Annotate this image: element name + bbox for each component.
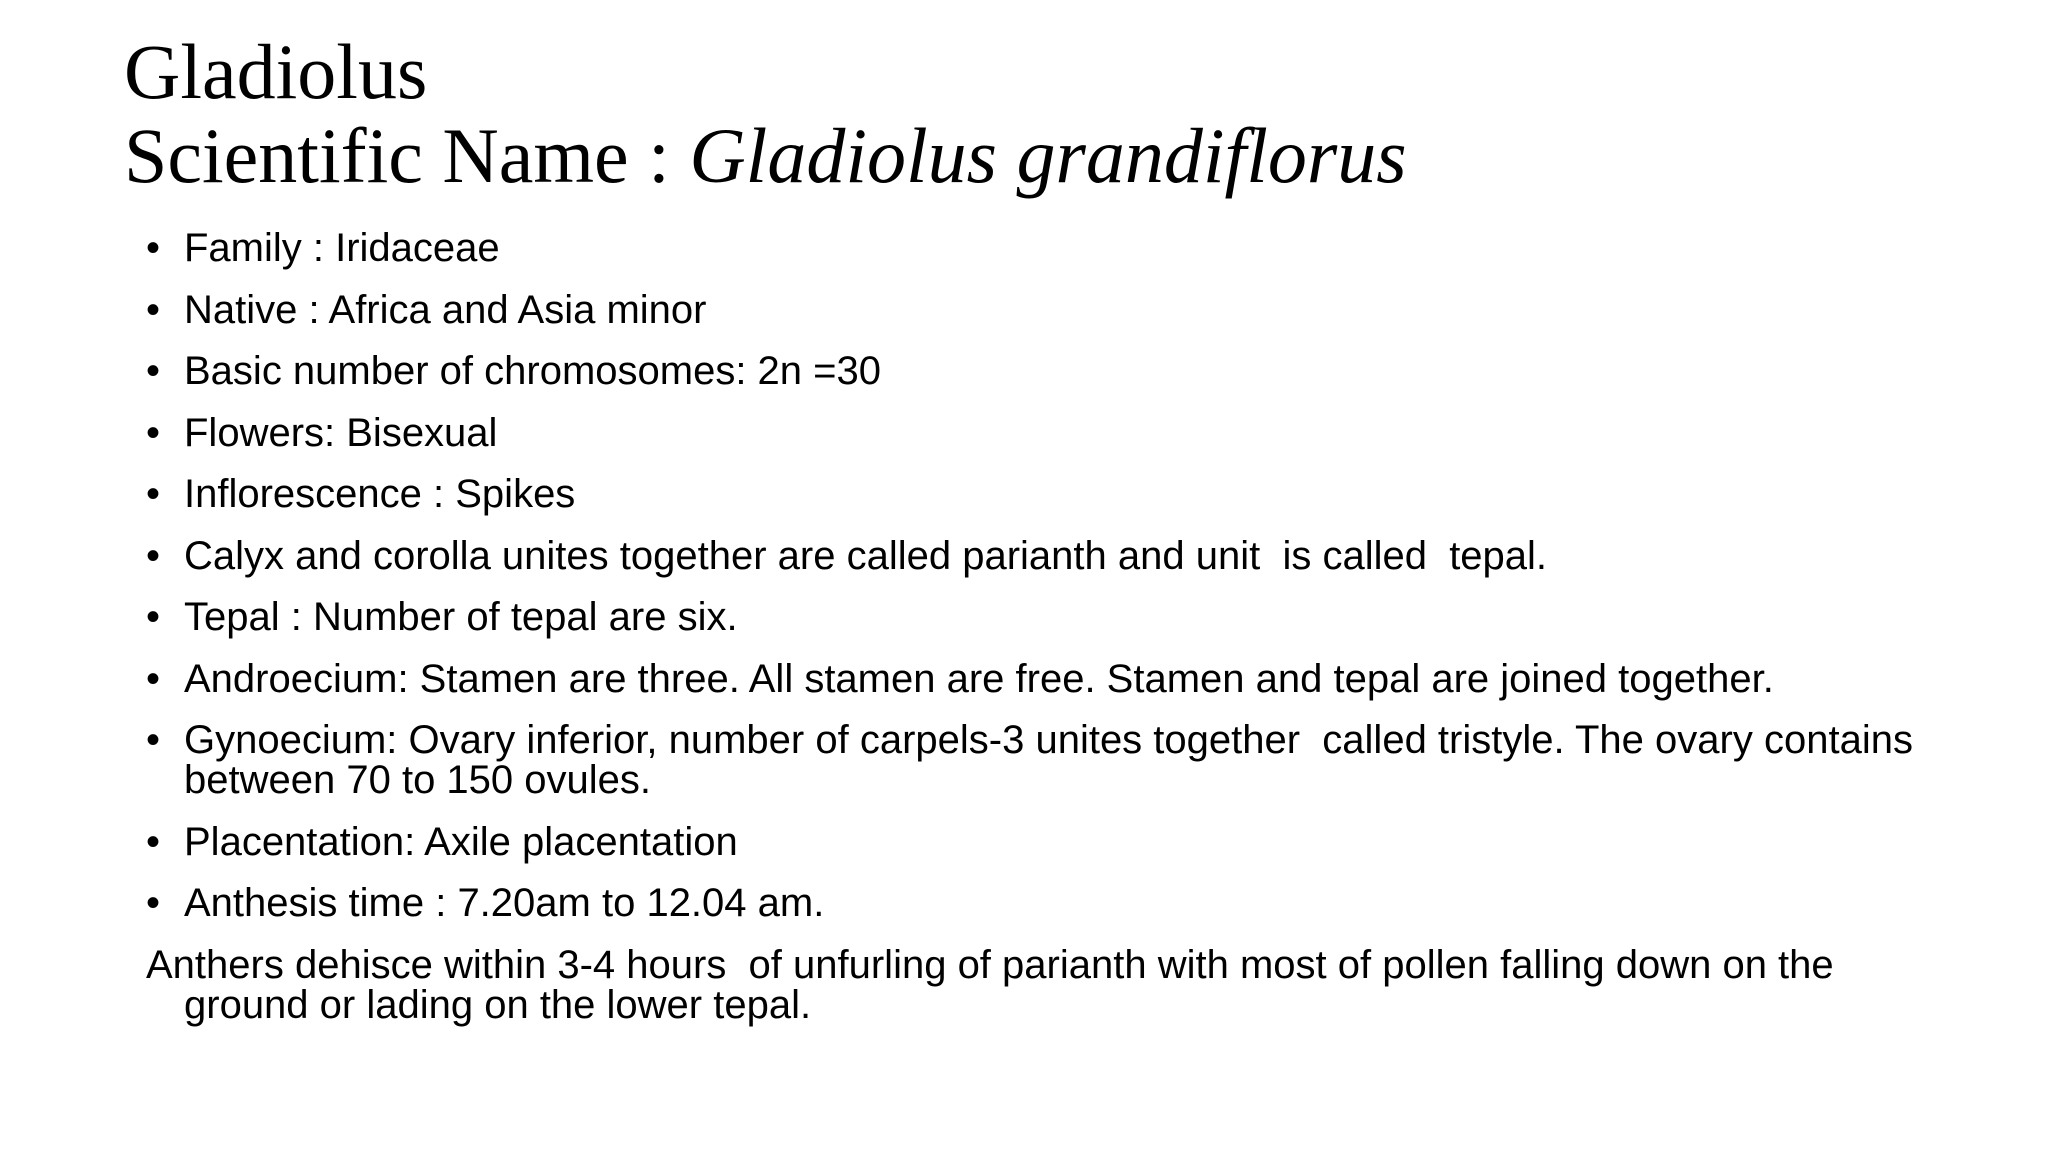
bullet-text: Basic number of chromosomes: 2n =30 [184, 349, 882, 393]
title-common-name: Gladiolus [124, 28, 428, 115]
bullet-list [146, 228, 1966, 923]
bullet-text: Placentation: Axile placentation [184, 819, 738, 864]
bullet-text: Anthesis time : 7.20am to 12.04 am. [184, 881, 825, 925]
bullet-marker: • [146, 410, 161, 455]
bullet-marker: • [146, 718, 161, 762]
bullet-item [146, 287, 1966, 332]
bullet-marker: • [146, 472, 161, 516]
bullet-text: Tepal : Number of tepal are six. [184, 595, 738, 639]
bullet-marker: • [146, 819, 161, 864]
bullet-marker: • [146, 656, 161, 701]
slide-body [146, 228, 1966, 1025]
bullet-item [146, 474, 1966, 514]
bullet-item [146, 228, 1966, 268]
bullet-text: Inflorescence : Spikes [184, 472, 576, 516]
bullet-item [146, 720, 1966, 800]
bullet-text: Flowers: Bisexual [184, 410, 498, 455]
bullet-marker: • [146, 881, 161, 925]
closing-paragraph: Anthers dehisce within 3-4 hours of unfurling of parianth with most of pollen falling down on the ground or lading on the lower tepal. [146, 942, 1845, 1027]
bullet-item [146, 351, 1966, 391]
bullet-item [146, 656, 1966, 701]
bullet-marker: • [146, 287, 161, 332]
bullet-item [146, 819, 1966, 864]
scientific-name-label: Scientific Name : [124, 112, 690, 199]
bullet-item [146, 883, 1966, 923]
bullet-marker: • [146, 226, 161, 270]
scientific-name-value: Gladiolus grandiflorus [689, 112, 1407, 199]
bullet-text: Native : Africa and Asia minor [184, 287, 707, 332]
bullet-text: Androecium: Stamen are three. All stamen are free. Stamen and tepal are joined together. [184, 656, 1774, 701]
bullet-text: Family : Iridaceae [184, 226, 500, 270]
bullet-text: Calyx and corolla unites together are called parianth and unit is called tepal. [184, 533, 1548, 578]
title-scientific-name-line [124, 114, 1924, 198]
bullet-item [146, 533, 1966, 578]
bullet-item [146, 597, 1966, 637]
bullet-text: Gynoecium: Ovary inferior, number of carpels-3 unites together called tristyle. The ovary contains between 70 to 150 ovules. [184, 718, 1925, 802]
bullet-marker: • [146, 595, 161, 639]
bullet-item [146, 410, 1966, 455]
slide-title [124, 30, 1924, 198]
bullet-marker: • [146, 349, 161, 393]
bullet-marker: • [146, 533, 161, 578]
